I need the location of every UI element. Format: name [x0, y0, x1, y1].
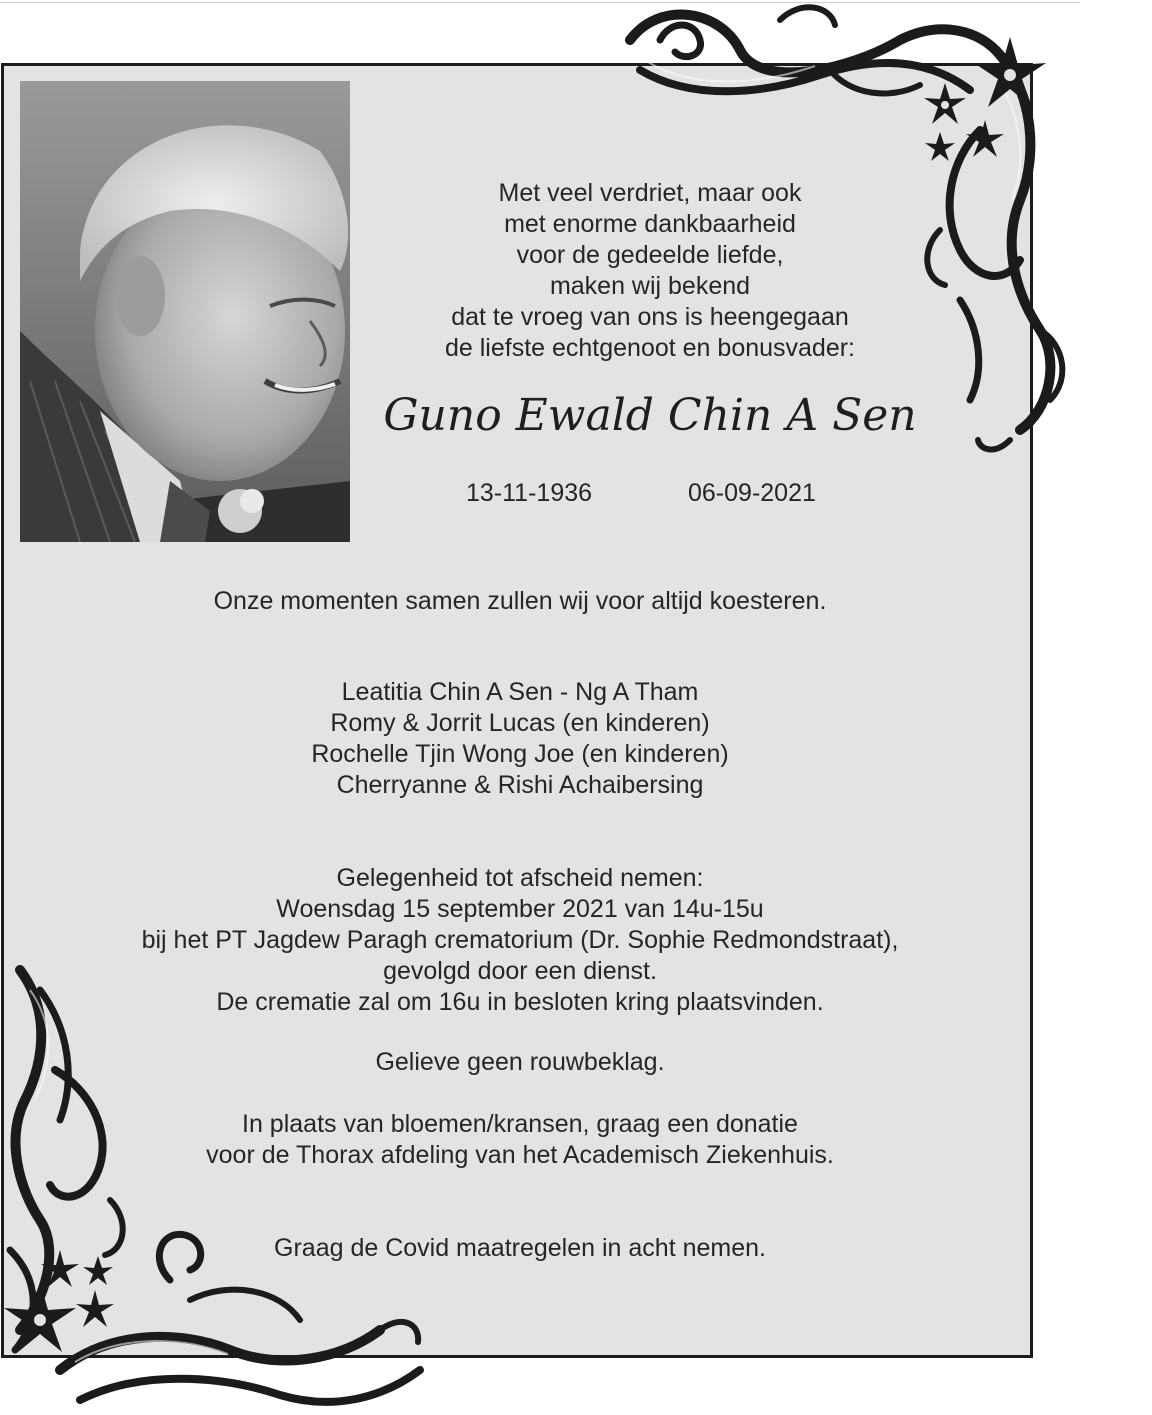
covid-note: Graag de Covid maatregelen in acht nemen.	[274, 1234, 766, 1262]
donation-note	[0, 1109, 1040, 1171]
family-member: Cherryanne & Rishi Achaibersing	[336, 771, 704, 799]
donation-line: In plaats van bloemen/kransen, graag een donatie	[242, 1110, 798, 1138]
death-date: 06-09-2021	[688, 479, 816, 507]
intro-line: maken wij bekend	[549, 272, 751, 300]
bottom-left-floral-ornament	[0, 950, 460, 1415]
farewell-line: Woensdag 15 september 2021 van 14u-15u	[276, 895, 764, 923]
farewell-line: De crematie zal om 16u in besloten kring plaatsvinden.	[216, 988, 824, 1016]
farewell-line: gevolgd door een dienst.	[383, 957, 657, 985]
intro-line: dat te vroeg van ons is heengegaan	[451, 303, 849, 331]
family-member: Romy & Jorrit Lucas (en kinderen)	[330, 709, 710, 737]
intro-line: met enorme dankbaarheid	[504, 210, 796, 238]
farewell-line: bij het PT Jagdew Paragh crematorium (Dr. Sophie Redmondstraat),	[141, 926, 899, 954]
intro-text	[330, 178, 970, 364]
birth-date: 13-11-1936	[466, 479, 593, 507]
deceased-name: Guno Ewald Chin A Sen	[383, 390, 917, 441]
family-list	[0, 677, 1040, 801]
farewell-details	[0, 863, 1040, 1018]
portrait-photo	[20, 81, 350, 542]
portrait-illustration	[20, 81, 350, 542]
intro-line: de liefste echtgenoot en bonusvader:	[444, 334, 856, 362]
donation-line: voor de Thorax afdeling van het Academisch Ziekenhuis.	[206, 1141, 834, 1169]
intro-line: voor de gedeelde liefde,	[516, 241, 784, 269]
farewell-line: Gelegenheid tot afscheid nemen:	[336, 864, 704, 892]
no-condolences-note: Gelieve geen rouwbeklag.	[375, 1048, 665, 1076]
memory-line: Onze momenten samen zullen wij voor altijd koesteren.	[213, 587, 827, 615]
family-member: Rochelle Tjin Wong Joe (en kinderen)	[311, 740, 729, 768]
intro-line: Met veel verdriet, maar ook	[498, 179, 802, 207]
family-member: Leatitia Chin A Sen - Ng A Tham	[341, 678, 699, 706]
